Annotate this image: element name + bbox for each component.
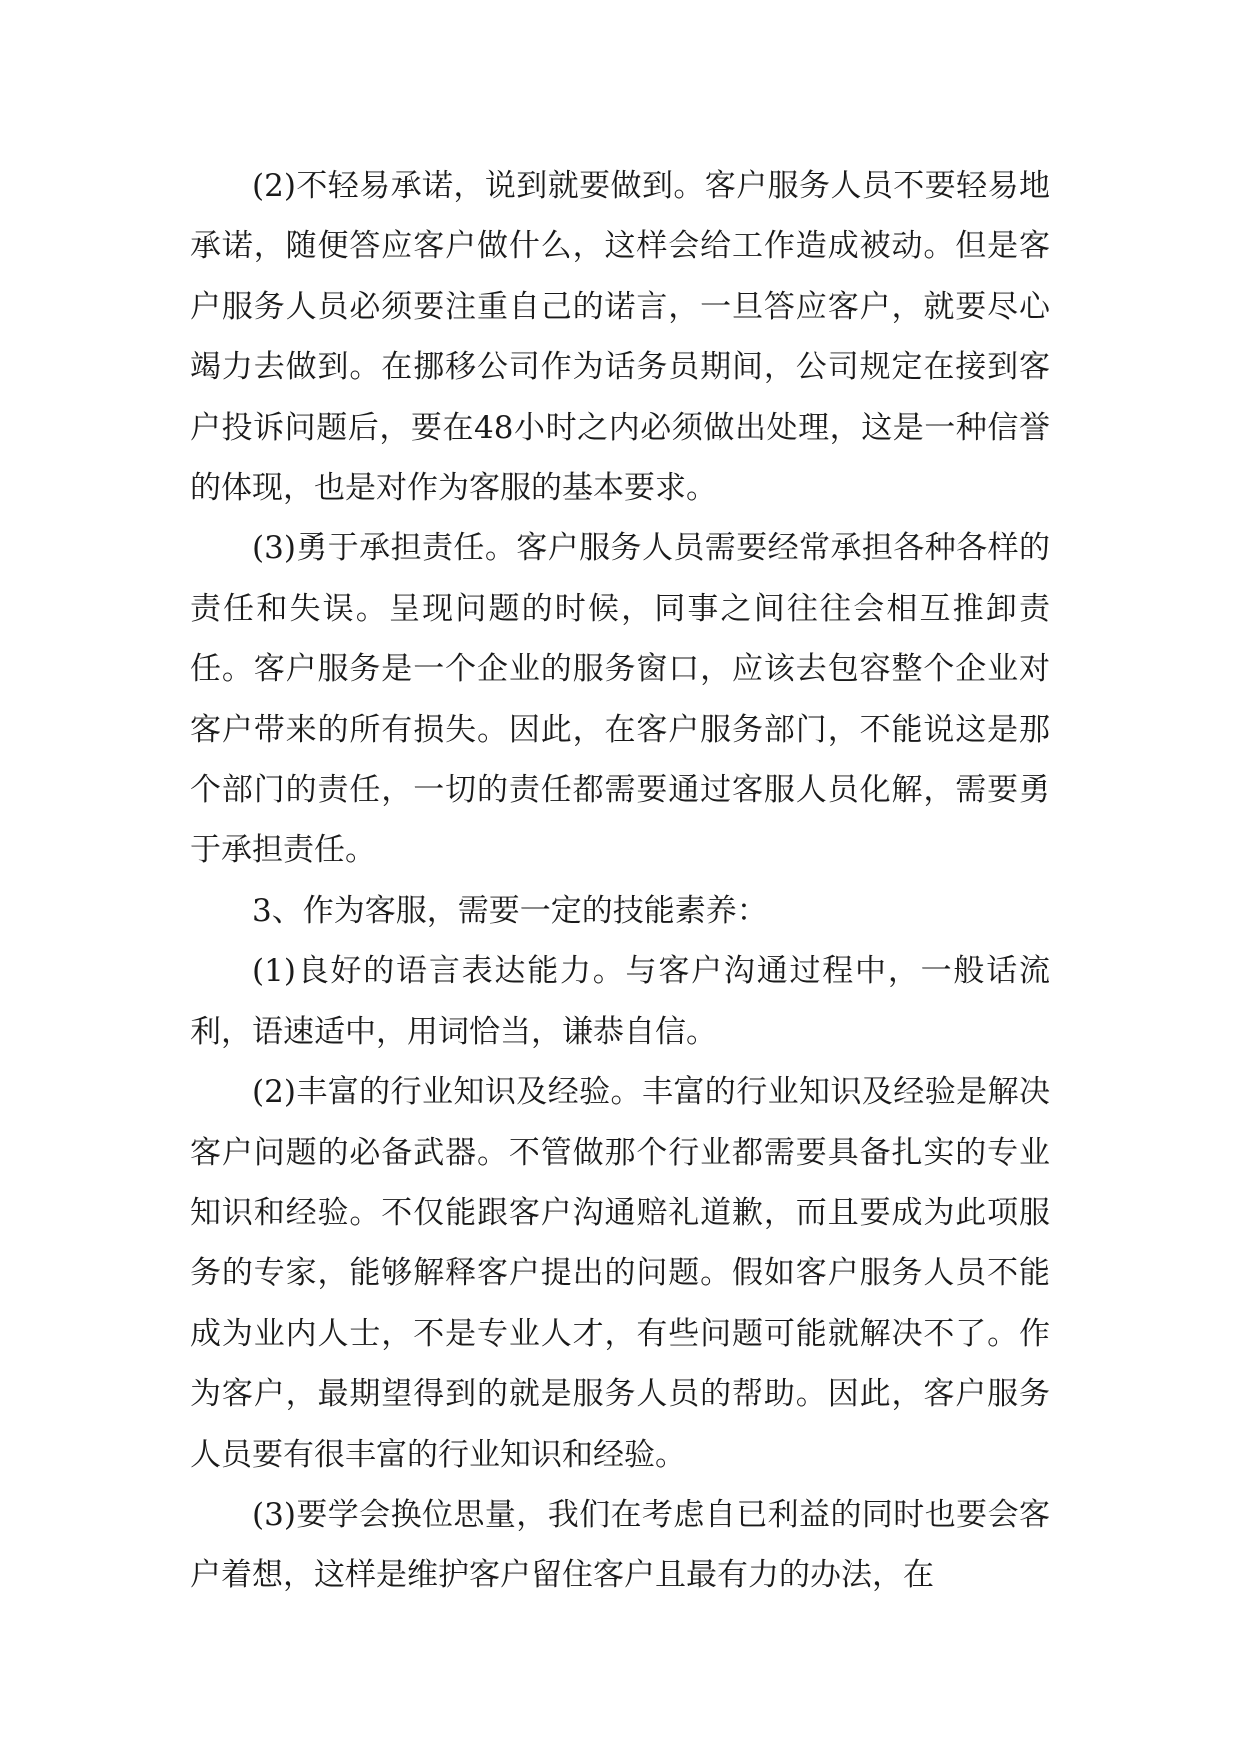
document-body <box>190 156 1050 1606</box>
section-heading-skills: 3、作为客服，需要一定的技能素养： <box>252 892 768 929</box>
paragraph-language-ability: (1)良好的语言表达能力。与客户沟通过程中，一般话流利，语速适中，用词恰当，谦恭自信。 <box>190 953 1050 1050</box>
paragraph-industry-knowledge: (2)丰富的行业知识及经验。丰富的行业知识及经验是解决客户问题的必备武器。不管做那个行业都需要具备扎实的专业知识和经验。不仅能跟客户沟通赔礼道歉，而且要成为此项服务的专家，能够解释客户提出的问题。假如客户服务人员不能成为业内人士，不是专业人才，有些问题可能就解决不了。作为客户，最期望得到的就是服务人员的帮助。因此，客户服务人员要有很丰富的行业知识和经验。 <box>190 1074 1050 1473</box>
paragraph-empathy: (3)要学会换位思量，我们在考虑自已利益的同时也要会客户着想，这样是维护客户留住客户且最有力的办法，在 <box>190 1496 1050 1594</box>
paragraph-responsibility: (3)勇于承担责任。客户服务人员需要经常承担各种各样的责任和失误。呈现问题的时候，同事之间往往会相互推卸责任。客户服务是一个企业的服务窗口，应该去包容整个企业对客户带来的所有损失。因此，在客户服务部门，不能说这是那个部门的责任，一切的责任都需要通过客服人员化解，需要勇于承担责任。 <box>190 530 1050 869</box>
paragraph-commitment: (2)不轻易承诺，说到就要做到。客户服务人员不要轻易地承诺，随便答应客户做什么，这样会给工作造成被动。但是客户服务人员必须要注重自己的诺言，一旦答应客户，就要尽心竭力去做到。在挪移公司作为话务员期间，公司规定在接到客户投诉问题后，要在48小时之内必须做出处理，这是一种信誉的体现，也是对作为客服的基本要求。 <box>190 168 1050 507</box>
